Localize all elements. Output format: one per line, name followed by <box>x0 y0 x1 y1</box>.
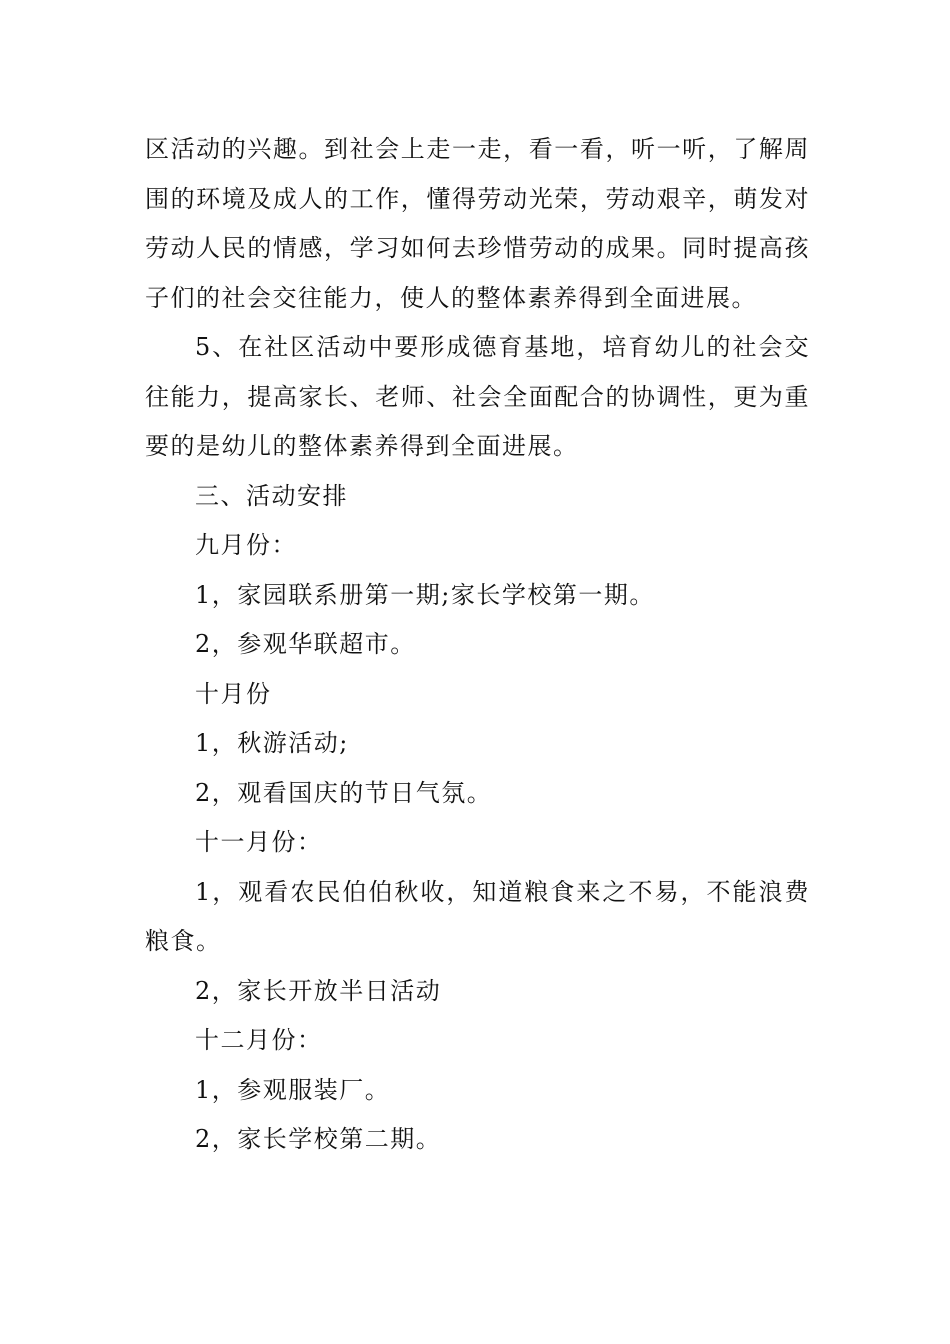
list-item: 2，家长开放半日活动 <box>195 976 442 1005</box>
document-body <box>145 125 810 1165</box>
list-item: 1，秋游活动; <box>195 729 349 757</box>
list-item: 1，家园联系册第一期;家长学校第一期。 <box>195 580 655 609</box>
section-heading-activity-schedule: 三、活动安排 <box>195 481 348 510</box>
month-heading-september: 九月份： <box>195 531 297 559</box>
month-heading-october: 十月份 <box>195 679 272 708</box>
list-item: 2，观看国庆的节日气氛。 <box>195 778 493 807</box>
list-item: 2，参观华联超市。 <box>195 630 416 658</box>
list-item: 1，观看农民伯伯秋收，知道粮食来之不易，不能浪费粮食。 <box>145 877 810 955</box>
list-item: 1，参观服装厂。 <box>195 1075 391 1104</box>
month-heading-november: 十一月份： <box>195 828 323 856</box>
paragraph-continuation: 区活动的兴趣。到社会上走一走，看一看，听一听，了解周围的环境及成人的工作，懂得劳动光荣，劳动艰辛，萌发对劳动人民的情感，学习如何去珍惜劳动的成果。同时提高孩子们的社会交往能力，使人的整体素养得到全面进展。 <box>145 135 810 312</box>
paragraph-item-5: 5、在社区活动中要形成德育基地，培育幼儿的社会交往能力，提高家长、老师、社会全面配合的协调性，更为重要的是幼儿的整体素养得到全面进展。 <box>145 333 810 460</box>
list-item: 2，家长学校第二期。 <box>195 1125 442 1153</box>
month-heading-december: 十二月份： <box>195 1026 323 1054</box>
